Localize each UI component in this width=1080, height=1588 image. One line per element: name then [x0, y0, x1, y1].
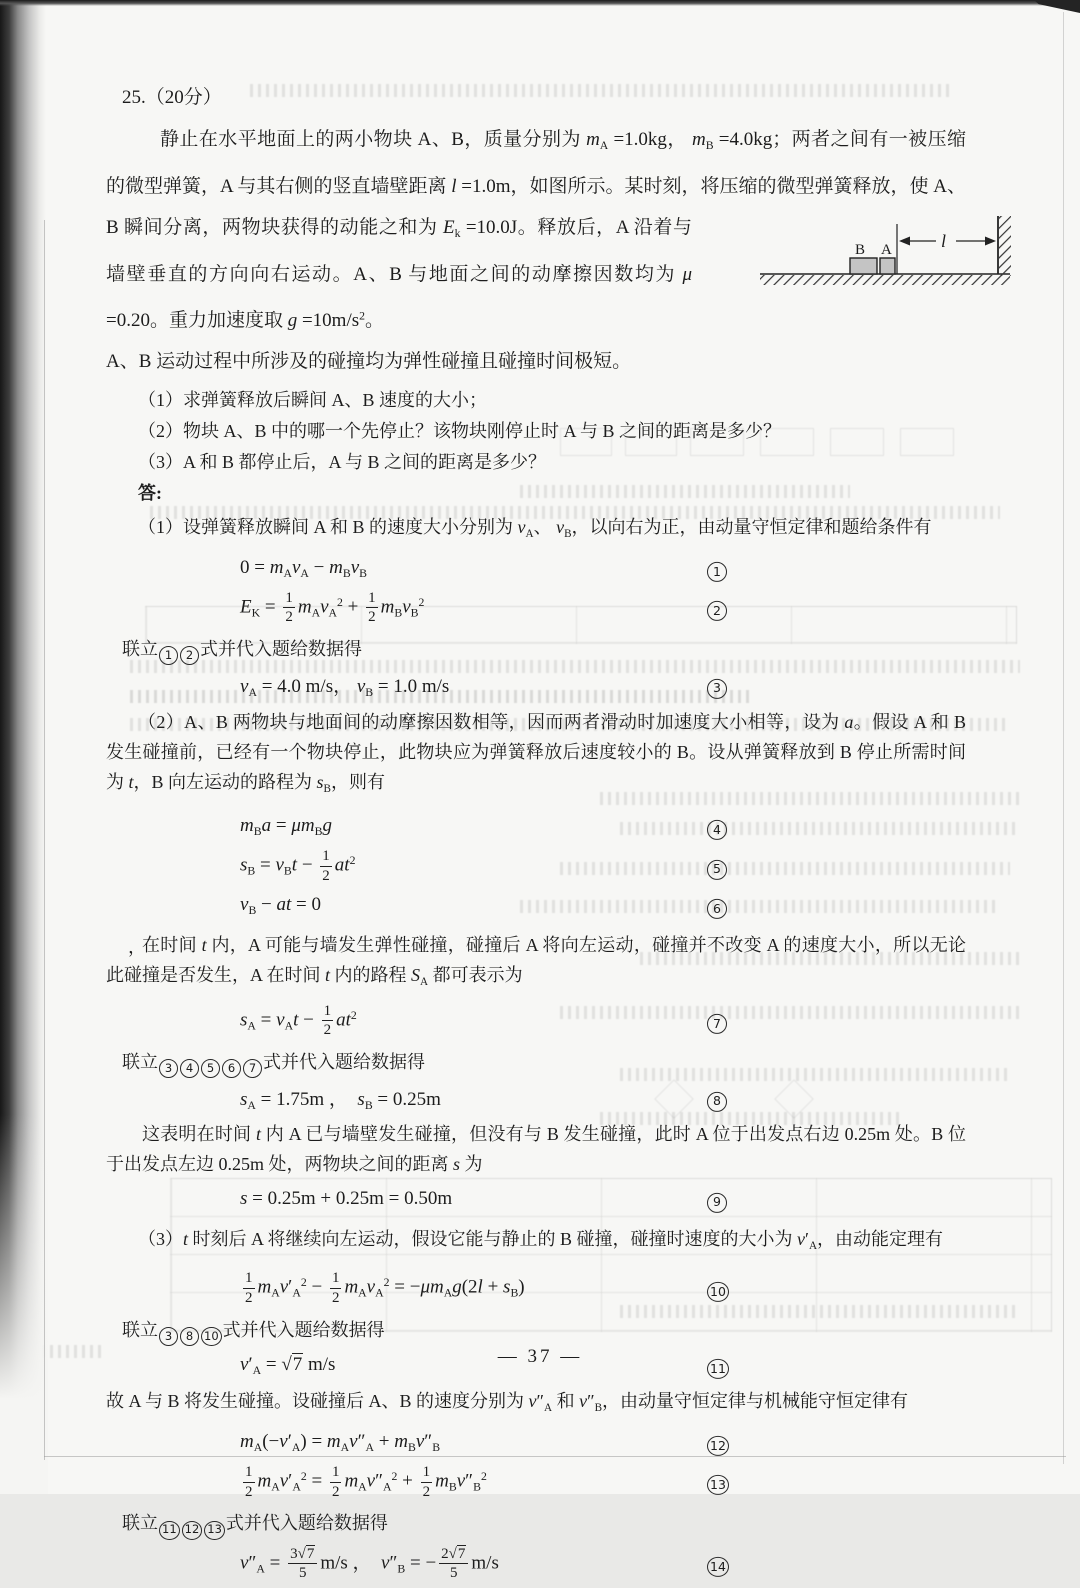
equation-10-formula: $\frac{1}{2}$ $m_Av'_A^2$ − $\frac{1}{2}$ $m_Av_A^2 = -\mu m_Ag(2l + s_B)$ — [245, 1270, 525, 1306]
equation-7-formula: $s_A = v_At$ − $\frac{1}{2}$ $at^2$ — [240, 1002, 357, 1039]
solution-part1-intro: （1）设弹簧释放瞬间 A 和 B 的速度大小分别为 $v_A$、 $v_B$，以向右为正，由动量守恒定律和题给条件有 — [138, 516, 932, 540]
equation-4-number: 4 — [707, 820, 727, 840]
figure-distance-label: l — [941, 231, 947, 252]
equation-6-number: 6 — [707, 899, 727, 919]
block-a — [880, 258, 895, 274]
combine-3-7-line: 联立 3 4 5 6 7 式并代入题给数据得 — [106, 1047, 966, 1078]
equation-1 — [106, 554, 966, 584]
equation-6-formula: $v_B$ − at = 0 — [240, 893, 322, 917]
equation-11-formula: $v'_A = √7$ m/s — [240, 1353, 336, 1378]
statement-part-2: 物块获得的动能之和为 $E_k =10.0J$。释放后，A 沿着与墙壁垂直的方向向右运动。A、B 与地面之间的动摩擦因数均为 μ =0.20。重力加速度取 $g =10m/s^2$。 — [106, 217, 692, 331]
equation-7-number: 7 — [707, 1014, 727, 1034]
figure-block-b-label: B — [855, 242, 866, 259]
equation-14 — [106, 1545, 966, 1584]
equation-1-number: 1 — [707, 562, 727, 582]
scan-corner-top-right — [1034, 0, 1080, 13]
question-1: （1）求弹簧释放后瞬间 A、B 速度的大小； — [138, 389, 488, 410]
combine-11-12-13-line: 联立 11 12 13 式并代入题给数据得 — [106, 1508, 966, 1539]
block-b — [850, 258, 877, 274]
equation-2-formula: $E_K$ = $\frac{1}{2}$ $m_Av_A^2$ + $\frac{1}{2}$ $m_Bv_B^2$ — [240, 589, 425, 626]
equation-3-formula: $v_A = 4.0$ m/s， $v_B = 1.0$ m/s — [240, 675, 450, 699]
arrowhead-right-icon — [985, 237, 996, 246]
statement-part-3: A、B 运动过程中所涉及的碰撞均为弹性碰撞且碰撞时间极短。 — [106, 350, 632, 372]
page-edge-line-bottom — [44, 1456, 1066, 1457]
equation-8 — [106, 1083, 966, 1113]
scan-edge-left-fade — [0, 1114, 48, 1494]
equation-7 — [106, 1002, 966, 1041]
equation-12-formula: $m_A(-v'_A) = m_Av''_A + m_Bv''_B$ — [240, 1430, 441, 1454]
equation-2 — [106, 589, 966, 628]
question-3: （3）A 和 B 都停止后，A 与 B 之间的距离是多少？ — [138, 451, 547, 472]
statement-part-1: 静止在水平地面上的两小物块 A、B，质量分别为 $m_A =1.0kg$， $m_B =4.0kg$；两者之间有一被压缩的微型弹簧，A 与其右侧的竖直墙壁距离 l =1.0m，如图所示。某时刻，将压缩的微型弹簧释放，使 A、B 瞬间分离，两 — [106, 129, 967, 239]
equation-12-number: 12 — [707, 1436, 729, 1456]
equation-4 — [106, 812, 966, 842]
solution-part3-intro: （3）t 时刻后 A 将继续向左运动，假设它能与静止的 B 碰撞，碰撞时速度的大小为 $v'_A$，由动能定理有 — [138, 1229, 944, 1253]
solution-time-paragraph — [106, 930, 966, 997]
page-number: — 37 — — [497, 1346, 583, 1367]
equation-8-formula: $s_A = 1.75m$ ， $s_B = 0.25m$ — [240, 1088, 441, 1112]
equation-11-number: 11 — [707, 1359, 729, 1379]
solution-conclusion-paragraph: 这表明在时间 t 内 A 已与墙壁发生碰撞，但没有与 B 发生碰撞，此时 A 位于出发点右边 0.25m 处。B 位于出发点左边 0.25m 处，两物块之间的距离 s 为 — [106, 1124, 966, 1175]
equation-14-number: 14 — [707, 1557, 729, 1577]
stray-comma-mark: ， — [128, 936, 146, 957]
equation-4-formula: $m_Ba = \mu m_Bg$ — [240, 815, 332, 839]
solution-part2-intro: （2）A、B 两物块与地面间的动摩擦因数相等，因而两者滑动时加速度大小相等，设为 a。假设 A 和 B 发生碰撞前，已经有一个物块停止，此物块应为弹簧释放后速度较小的 B。设从弹簧释放到 B 停止所需时间为 t，B 向左运动的路程为 $s_B$，则有 — [106, 712, 966, 796]
equation-6 — [106, 891, 966, 921]
equation-5-formula: $s_B = v_Bt$ − $\frac{1}{2}$ $at^2$ — [240, 848, 356, 884]
equation-13-formula: $\frac{1}{2}$ $m_Av'_A^2$ = $\frac{1}{2}$ $m_Av''_A^2$ + $\frac{1}{2}$ $m_Bv''_B^2$ — [245, 1463, 487, 1500]
question-list — [106, 385, 966, 478]
question-2: （2）物块 A、B 中的哪一个先停止？该物块刚停止时 A 与 B 之间的距离是多少？ — [138, 420, 782, 441]
equation-9 — [106, 1184, 966, 1214]
equation-1-formula: $0 = m_Av_A - m_Bv_B$ — [240, 556, 367, 580]
ground-hatching — [760, 275, 1010, 285]
page-edge-line-right — [1063, 12, 1064, 1464]
equation-3-number: 3 — [707, 678, 727, 698]
page-edge-line-left — [44, 220, 45, 1460]
equation-12 — [106, 1428, 966, 1458]
scan-edge-top — [0, 0, 1080, 6]
problem-number: 25.（20分） — [122, 87, 222, 108]
equation-5 — [106, 847, 966, 886]
figure-svg — [758, 211, 1020, 291]
answer-label: 答: — [138, 482, 162, 503]
equation-9-number: 9 — [707, 1192, 727, 1212]
wall-hatching — [999, 216, 1011, 276]
equation-10 — [106, 1269, 966, 1308]
problem-statement — [106, 119, 966, 341]
combine-1-2-line: 联立 1 2 式并代入题给数据得 — [106, 634, 966, 665]
equation-14-formula: $v''_A$ = $\frac{3√7}{5}$ m/s ， $v''_B$ = − $\frac{2√7}{5}$ m/s — [240, 1545, 499, 1582]
time-paragraph-text: 在时间 t 内，A 可能与墙发生弹性碰撞，碰撞后 A 将向左运动，碰撞并不改变 A 的速度大小，所以无论此碰撞是否发生，A 在时间 t 内的路程 $S_A$ 都可表示为 — [106, 934, 967, 988]
figure-block-a-label: A — [881, 242, 892, 259]
equation-8-number: 8 — [707, 1091, 727, 1111]
solution-hence-paragraph: 故 A 与 B 将发生碰撞。设碰撞后 A、B 的速度分别为 $v''_A$ 和 $v''_B$，由动量守恒定律与机械能守恒定律有 — [106, 1391, 909, 1414]
equation-2-number: 2 — [707, 601, 727, 621]
problem-figure — [704, 211, 966, 291]
equation-10-number: 10 — [707, 1282, 729, 1302]
arrowhead-left-icon — [899, 237, 910, 246]
equation-13 — [106, 1463, 966, 1502]
combine-3-8-10-line: 联立 3 8 10 式并代入题给数据得 — [106, 1315, 966, 1346]
equation-13-number: 13 — [707, 1475, 729, 1495]
equation-5-number: 5 — [707, 860, 727, 880]
equation-9-formula: s = 0.25m + 0.25m = 0.50m — [240, 1188, 453, 1210]
equation-3 — [106, 670, 966, 700]
